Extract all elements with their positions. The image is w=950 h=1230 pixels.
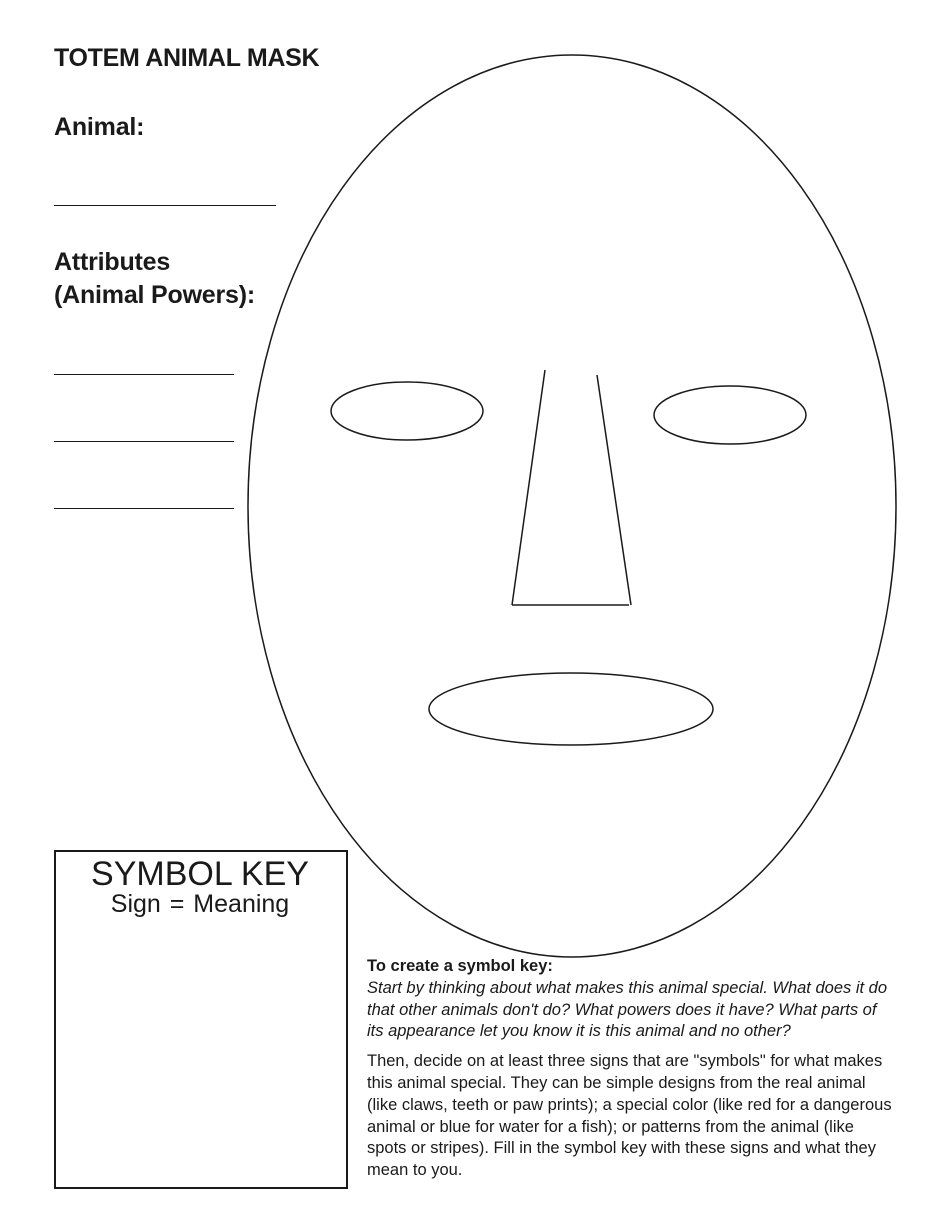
mouth-hole xyxy=(429,673,713,745)
attribute-answer-line-2[interactable] xyxy=(54,441,234,442)
left-eye-hole xyxy=(331,382,483,440)
attributes-label-line1: Attributes xyxy=(54,248,171,276)
instructions-heading: To create a symbol key: xyxy=(367,957,553,975)
attributes-label xyxy=(54,246,255,312)
nose-shape xyxy=(512,370,631,605)
attribute-answer-line-3[interactable] xyxy=(54,508,234,509)
animal-answer-line[interactable] xyxy=(54,205,276,206)
right-eye-hole xyxy=(654,386,806,444)
face-outline xyxy=(248,55,896,957)
symbol-key-subtitle: Sign = Meaning xyxy=(110,890,290,918)
attribute-answer-line-1[interactable] xyxy=(54,374,234,375)
attributes-label-line2: (Animal Powers): xyxy=(54,281,255,309)
instructions-body: Then, decide on at least three signs that are "symbols" for what makes this animal special. They can be simple designs from the real animal (like claws, teeth or paw prints); a special color (like red for a dangerous animal or blue for water for a fish); or patterns from the animal (like spots or stripes). Fill in the symbol key with these signs and what they mean to you. xyxy=(367,1052,892,1180)
instructions-block xyxy=(367,956,897,1182)
page-title: TOTEM ANIMAL MASK xyxy=(54,44,320,72)
instructions-prompt: Start by thinking about what makes this animal special. What does it do that other animals don't do? What powers does it have? What parts of its appearance let you know it is this animal and no other? xyxy=(367,978,888,1041)
symbol-key-title: SYMBOL KEY xyxy=(91,855,309,893)
animal-label: Animal: xyxy=(54,113,145,141)
